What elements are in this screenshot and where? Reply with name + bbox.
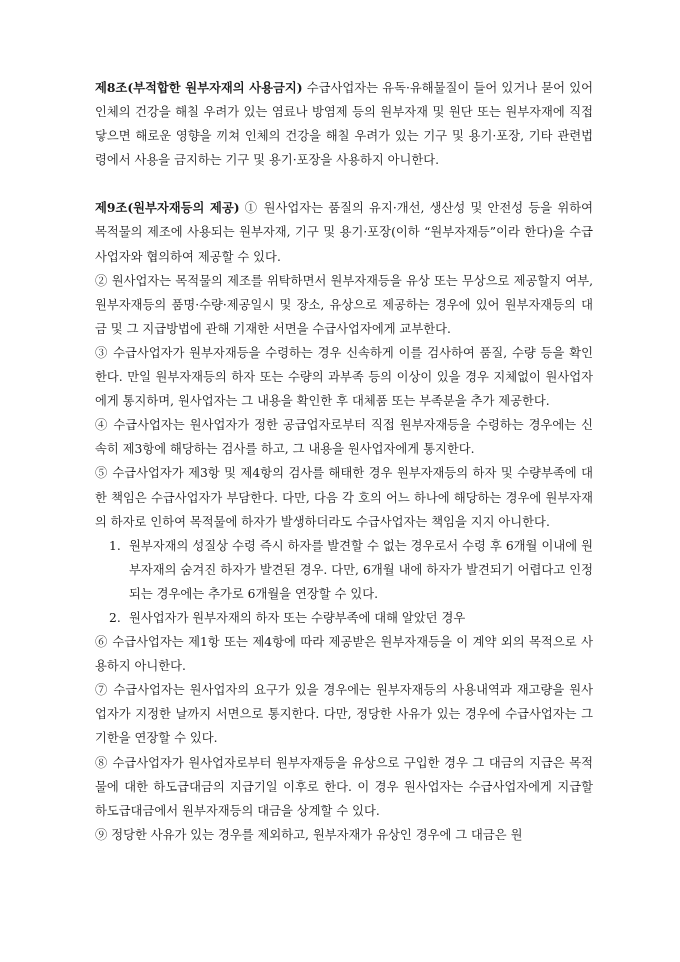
article-9-clause-4: ④ 수급사업자는 원사업자가 정한 공급업자로부터 직접 원부자재등을 수령하는 경우에는 신속히 제3항에 해당하는 검사를 하고, 그 내용을 원사업자에게 통지한다.	[95, 418, 593, 457]
article-9-heading: 제9조(원부자재등의 제공)	[95, 200, 240, 216]
list-item-text: 원부자재의 성질상 수령 즉시 하자를 발견할 수 없는 경우로서 수령 후 6개월 이내에 원부자재의 숨겨진 하자가 발견된 경우. 다만, 6개월 내에 하자가 발견되기 어렵다고 인정되는 경우에는 추가로 6개월을 연장할 수 있다.	[129, 538, 593, 601]
article-9-clause-2: ② 원사업자는 목적물의 제조를 위탁하면서 원부자재등을 유상 또는 무상으로 제공할지 여부, 원부자재등의 품명·수량·제공일시 및 장소, 유상으로 제공하는 경우에 있어 원부자재등의 대금 및 그 지급방법에 관해 기재한 서면을 수급사업자에게 교부한다.	[95, 273, 593, 336]
article-9	[95, 196, 593, 847]
article-9-clause-7: ⑦ 수급사업자는 원사업자의 요구가 있을 경우에는 원부자재등의 사용내역과 재고량을 원사업자가 지정한 날까지 서면으로 통지한다. 다만, 정당한 사유가 있는 경우에 수급사업자는 그 기한을 연장할 수 있다.	[95, 683, 593, 746]
article-9-clause-9: ⑨ 정당한 사유가 있는 경우를 제외하고, 원부자재가 유상인 경우에 그 대금은 원	[95, 827, 523, 842]
article-8-heading: 제8조(부적합한 원부자재의 사용금지)	[95, 80, 303, 95]
article-9-clause-5: ⑤ 수급사업자가 제3항 및 제4항의 검사를 해태한 경우 원부자재등의 하자 및 수량부족에 대한 책임은 수급사업자가 부담한다. 다만, 다음 각 호의 어느 하나에 해당하는 경우에 원부자재의 하자로 인하여 목적물에 하자가 발생하더라도 수급사업자는 책임을 지지 아니한다.	[95, 466, 593, 529]
article-8-body: 수급사업자는 유독·유해물질이 들어 있거나 묻어 있어 인체의 건강을 해칠 우려가 있는 염료나 방염제 등의 원부자재 및 원단 또는 원부자재에 직접 닿으면 해로운 영향을 끼쳐 인체의 건강을 해칠 우려가 있는 기구 및 용기·포장, 기타 관련법령에서 사용을 금지하는 기구 및 용기·포장을 사용하지 아니한다.	[95, 81, 593, 168]
article-8	[95, 76, 593, 172]
list-item	[95, 606, 593, 630]
article-9-clause-8: ⑧ 수급사업자가 원사업자로부터 원부자재등을 유상으로 구입한 경우 그 대금의 지급은 목적물에 대한 하도급대금의 지급기일 이후로 한다. 이 경우 원사업자는 수급사업자에게 지급할 하도급대금에서 원부자재등의 대금을 상계할 수 있다.	[95, 755, 593, 818]
list-item	[95, 534, 593, 606]
article-9-clause-5-items	[95, 534, 593, 630]
document-page	[95, 76, 593, 847]
article-8-paragraph	[95, 76, 593, 172]
article-9-clause-6: ⑥ 수급사업자는 제1항 또는 제4항에 따라 제공받은 원부자재등을 이 계약 외의 목적으로 사용하지 아니한다.	[95, 635, 593, 674]
article-9-paragraph-1	[95, 196, 593, 268]
list-item-text: 원사업자가 원부자재의 하자 또는 수량부족에 대해 알았던 경우	[129, 610, 466, 625]
list-item-number: 1.	[109, 538, 121, 553]
list-item-number: 2.	[109, 610, 121, 625]
article-9-clause-3: ③ 수급사업자가 원부자재등을 수령하는 경우 신속하게 이를 검사하여 품질, 수량 등을 확인한다. 만일 원부자재등의 하자 또는 수량의 과부족 등의 이상이 있을 경우 지체없이 원사업자에게 통지하며, 원사업자는 그 내용을 확인한 후 대체품 또는 부족분을 추가 제공한다.	[95, 345, 593, 409]
article-9-clause-1: ① 원사업자는 품질의 유지·개선, 생산성 및 안전성 등을 위하여 목적물의 제조에 사용되는 원부자재, 기구 및 용기·포장(이하 “원부자재등”이라 한다)을 수급사업자와 협의하여 제공할 수 있다.	[95, 201, 594, 264]
